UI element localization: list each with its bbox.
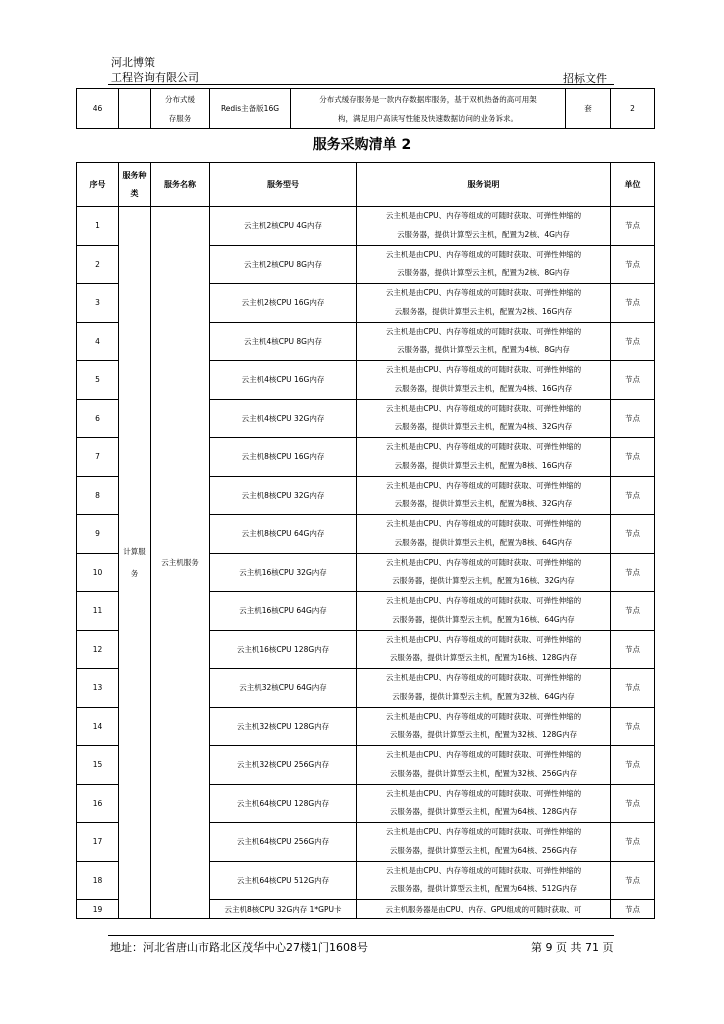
description-line1: 云主机是由CPU、内存等组成的可随时获取、可弹性伸缩的 xyxy=(385,711,582,721)
description-line1: 云主机是由CPU、内存等组成的可随时获取、可弹性伸缩的 xyxy=(385,403,582,413)
description-line1: 云主机是由CPU、内存等组成的可随时获取、可弹性伸缩的 xyxy=(385,326,582,336)
description-line1: 云主机是由CPU、内存等组成的可随时获取、可弹性伸缩的 xyxy=(385,442,582,452)
service-description xyxy=(357,399,611,438)
row-number: 1 xyxy=(77,207,119,246)
service-description xyxy=(357,476,611,515)
description-line1: 云主机是由CPU、内存等组成的可随时获取、可弹性伸缩的 xyxy=(385,634,582,644)
row-number: 14 xyxy=(77,707,119,746)
service-model: 云主机64核CPU 256G内存 xyxy=(210,823,357,862)
footer-address: 地址：河北省唐山市路北区茂华中心27楼1门1608号 xyxy=(110,941,368,954)
col-header-description: 服务说明 xyxy=(357,163,611,207)
description-line1: 云主机是由CPU、内存等组成的可随时获取、可弹性伸缩的 xyxy=(385,557,582,567)
service-model: 云主机4核CPU 8G内存 xyxy=(210,322,357,361)
description-line2: 云服务器，提供计算型云主机，配置为32核、64G内存 xyxy=(392,691,575,701)
unit: 节点 xyxy=(611,553,655,592)
description-line2: 云服务器，提供计算型云主机，配置为8核、64G内存 xyxy=(394,537,573,547)
service-model: 云主机16核CPU 64G内存 xyxy=(210,592,357,631)
table-row xyxy=(77,207,655,246)
company-name-line2: 工程咨询有限公司 xyxy=(111,71,199,84)
service-description xyxy=(357,669,611,708)
row-number: 10 xyxy=(77,553,119,592)
description-line1: 云主机是由CPU、内存等组成的可随时获取、可弹性伸缩的 xyxy=(385,788,582,798)
col-header-model: 服务型号 xyxy=(210,163,357,207)
description-line1: 云主机是由CPU、内存等组成的可随时获取、可弹性伸缩的 xyxy=(385,211,582,221)
service-model: 云主机4核CPU 16G内存 xyxy=(210,361,357,400)
description-line1: 云主机是由CPU、内存等组成的可随时获取、可弹性伸缩的 xyxy=(385,519,582,529)
col-header-name: 服务名称 xyxy=(151,163,210,207)
description-line2: 云服务器，提供计算型云主机，配置为16核、64G内存 xyxy=(392,614,575,624)
unit: 节点 xyxy=(611,669,655,708)
row-number: 2 xyxy=(77,245,119,284)
row-number: 12 xyxy=(77,630,119,669)
service-description xyxy=(357,515,611,554)
service-description xyxy=(357,553,611,592)
service-model: 云主机16核CPU 32G内存 xyxy=(210,553,357,592)
unit: 节点 xyxy=(611,630,655,669)
unit: 节点 xyxy=(611,207,655,246)
description-line2: 云服务器，提供计算型云主机，配置为2核、4G内存 xyxy=(397,229,570,239)
col-header-unit: 单位 xyxy=(611,163,655,207)
quantity: 2 xyxy=(611,89,655,129)
service-description xyxy=(357,284,611,323)
service-model: 云主机2核CPU 8G内存 xyxy=(210,245,357,284)
service-model: 云主机8核CPU 16G内存 xyxy=(210,438,357,477)
category-cell: 计算服务 xyxy=(119,207,151,919)
service-model: 云主机16核CPU 128G内存 xyxy=(210,630,357,669)
service-description: 云主机服务器是由CPU、内存、GPU组成的可随时获取、可 xyxy=(357,900,611,919)
row-number: 46 xyxy=(77,89,119,129)
service-model: 云主机32核CPU 64G内存 xyxy=(210,669,357,708)
row-number: 5 xyxy=(77,361,119,400)
service-model: 云主机32核CPU 128G内存 xyxy=(210,707,357,746)
page-title: 服务采购清单 2 xyxy=(312,137,412,153)
service-description xyxy=(357,322,611,361)
service-description xyxy=(357,207,611,246)
unit: 节点 xyxy=(611,515,655,554)
footer-divider xyxy=(108,935,614,936)
unit: 节点 xyxy=(611,438,655,477)
description-line2: 云服务器，提供计算型云主机，配置为32核、256G内存 xyxy=(389,768,578,778)
description-line2: 云服务器，提供计算型云主机，配置为4核、16G内存 xyxy=(394,383,573,393)
description-line2: 云服务器，提供计算型云主机，配置为32核、128G内存 xyxy=(389,730,578,740)
company-name-line1: 河北博策 xyxy=(111,56,155,69)
unit: 节点 xyxy=(611,861,655,900)
service-description xyxy=(357,630,611,669)
description-line2: 云服务器，提供计算型云主机，配置为16核、128G内存 xyxy=(389,653,578,663)
description-line1: 云主机是由CPU、内存等组成的可随时获取、可弹性伸缩的 xyxy=(385,480,582,490)
unit: 节点 xyxy=(611,322,655,361)
service-name-cell xyxy=(151,89,210,129)
service-description xyxy=(357,592,611,631)
table-header-row xyxy=(77,163,655,207)
unit: 节点 xyxy=(611,284,655,323)
unit: 节点 xyxy=(611,784,655,823)
service-model: 云主机8核CPU 64G内存 xyxy=(210,515,357,554)
row-number: 9 xyxy=(77,515,119,554)
unit: 节点 xyxy=(611,900,655,919)
description-line1: 云主机是由CPU、内存等组成的可随时获取、可弹性伸缩的 xyxy=(385,365,582,375)
empty-cell xyxy=(119,89,151,129)
description-line1: 云主机是由CPU、内存等组成的可随时获取、可弹性伸缩的 xyxy=(385,288,582,298)
service-model: 云主机4核CPU 32G内存 xyxy=(210,399,357,438)
description-line1: 云主机是由CPU、内存等组成的可随时获取、可弹性伸缩的 xyxy=(385,249,582,259)
row-number: 13 xyxy=(77,669,119,708)
description-line1: 云主机是由CPU、内存等组成的可随时获取、可弹性伸缩的 xyxy=(385,865,582,875)
description-line1: 云主机是由CPU、内存等组成的可随时获取、可弹性伸缩的 xyxy=(385,827,582,837)
service-model: Redis主备版16G xyxy=(210,89,291,129)
col-header-category: 服务种类 xyxy=(119,163,151,207)
unit: 节点 xyxy=(611,823,655,862)
service-model: 云主机8核CPU 32G内存 xyxy=(210,476,357,515)
description-line2: 云服务器，提供计算型云主机，配置为2核、8G内存 xyxy=(397,268,570,278)
description-line2: 云服务器，提供计算型云主机，配置为2核、16G内存 xyxy=(394,306,573,316)
document-type: 招标文件 xyxy=(563,72,607,85)
description-line2: 云服务器，提供计算型云主机，配置为64核、128G内存 xyxy=(389,807,578,817)
unit: 套 xyxy=(566,89,611,129)
unit: 节点 xyxy=(611,592,655,631)
row-number: 3 xyxy=(77,284,119,323)
service-description xyxy=(291,89,566,129)
description-line2: 云服务器，提供计算型云主机，配置为8核、16G内存 xyxy=(394,460,573,470)
service-description xyxy=(357,746,611,785)
unit: 节点 xyxy=(611,476,655,515)
service-model: 云主机64核CPU 512G内存 xyxy=(210,861,357,900)
header-divider xyxy=(108,84,614,85)
row-number: 18 xyxy=(77,861,119,900)
row-number: 8 xyxy=(77,476,119,515)
description-line1: 云主机是由CPU、内存等组成的可随时获取、可弹性伸缩的 xyxy=(385,596,582,606)
page-number: 第 9 页 共 71 页 xyxy=(531,941,614,954)
row-number: 16 xyxy=(77,784,119,823)
previous-table xyxy=(76,88,655,129)
service-model: 云主机32核CPU 256G内存 xyxy=(210,746,357,785)
row-number: 19 xyxy=(77,900,119,919)
unit: 节点 xyxy=(611,746,655,785)
service-model: 云主机8核CPU 32G内存 1*GPU卡 xyxy=(210,900,357,919)
service-name-line1: 分布式缓 xyxy=(165,94,195,104)
service-model: 云主机64核CPU 128G内存 xyxy=(210,784,357,823)
service-description xyxy=(357,823,611,862)
unit: 节点 xyxy=(611,361,655,400)
service-model: 云主机2核CPU 4G内存 xyxy=(210,207,357,246)
service-description xyxy=(357,438,611,477)
description-line2: 云服务器，提供计算型云主机，配置为64核、512G内存 xyxy=(389,884,578,894)
description-line1: 云主机是由CPU、内存等组成的可随时获取、可弹性伸缩的 xyxy=(385,673,582,683)
service-description xyxy=(357,361,611,400)
unit: 节点 xyxy=(611,399,655,438)
description-line2: 构，满足用户高读写性能及快速数据访问的业务诉求。 xyxy=(338,113,518,123)
description-line2: 云服务器，提供计算型云主机，配置为8核、32G内存 xyxy=(394,499,573,509)
company-name xyxy=(111,55,199,85)
row-number: 7 xyxy=(77,438,119,477)
unit: 节点 xyxy=(611,245,655,284)
description-line2: 云服务器，提供计算型云主机，配置为64核、256G内存 xyxy=(389,845,578,855)
row-number: 15 xyxy=(77,746,119,785)
col-header-no: 序号 xyxy=(77,163,119,207)
service-model: 云主机2核CPU 16G内存 xyxy=(210,284,357,323)
service-name-line2: 存服务 xyxy=(168,113,192,123)
description-line2: 云服务器，提供计算型云主机，配置为4核、32G内存 xyxy=(394,422,573,432)
row-number: 17 xyxy=(77,823,119,862)
service-procurement-table xyxy=(76,162,655,919)
description-line1: 分布式缓存服务是一款内存数据库服务，基于双机热备的高可用架 xyxy=(319,94,537,104)
unit: 节点 xyxy=(611,707,655,746)
row-number: 11 xyxy=(77,592,119,631)
row-number: 4 xyxy=(77,322,119,361)
service-description xyxy=(357,245,611,284)
service-description xyxy=(357,861,611,900)
service-description xyxy=(357,707,611,746)
description-line1: 云主机是由CPU、内存等组成的可随时获取、可弹性伸缩的 xyxy=(385,750,582,760)
row-number: 6 xyxy=(77,399,119,438)
service-name-cell: 云主机服务 xyxy=(151,207,210,919)
service-description xyxy=(357,784,611,823)
table-row xyxy=(77,89,655,129)
description-line2: 云服务器，提供计算型云主机，配置为16核、32G内存 xyxy=(392,576,575,586)
description-line2: 云服务器，提供计算型云主机，配置为4核、8G内存 xyxy=(397,345,570,355)
